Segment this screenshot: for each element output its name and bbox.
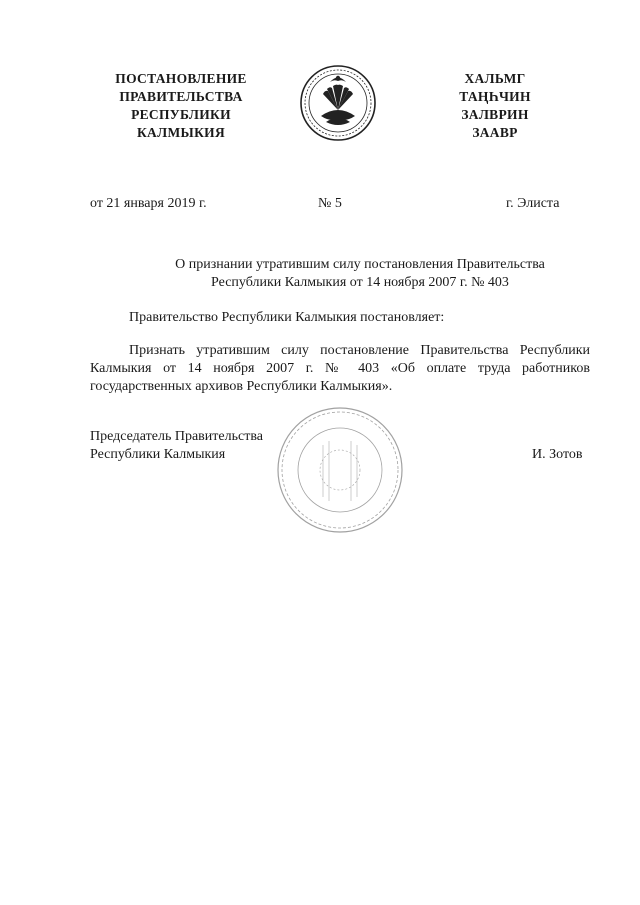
signatory-title [90, 428, 290, 464]
title-line: Республики Калмыкия от 14 ноября 2007 г. № 403 [211, 275, 509, 290]
title-line: О признании утратившим силу постановления Правительства [175, 257, 545, 272]
document-date: от 21 января 2019 г. [90, 196, 207, 211]
document-city: г. Элиста [506, 196, 560, 211]
signatory-name: И. Зотов [532, 447, 583, 462]
signatory-title-line: Республики Калмыкия [90, 447, 226, 462]
signatory-title-line: Председатель Правительства [90, 429, 263, 444]
header-left-line: КАЛМЫКИЯ [136, 125, 226, 140]
header-left-line: ПРАВИТЕЛЬСТВА [119, 89, 243, 104]
document-title [140, 256, 580, 292]
document-number: № 5 [318, 196, 342, 211]
kalmykia-coat-of-arms-icon [299, 64, 377, 142]
header-left-line: ПОСТАНОВЛЕНИЕ [115, 71, 247, 86]
header-right-line: ЗААВР [472, 125, 518, 140]
header-right-title [445, 70, 545, 142]
preamble: Правительство Республики Калмыкия постановляет: [129, 310, 445, 325]
header-left-line: РЕСПУБЛИКИ [131, 107, 231, 122]
body-paragraph: Признать утратившим силу постановление Правительства Республики Калмыкия от 14 ноября 2007 г. № 403 «Об оплате труда работников государственных архивов Республики Калмыкия». [90, 343, 590, 394]
header-right-line: ТАҢҺЧИН [459, 89, 531, 104]
header-right-line: ХАЛЬМГ [464, 71, 526, 86]
header-left-title [96, 70, 266, 142]
official-seal-icon [275, 405, 405, 535]
header-right-line: ЗАЛВРИН [461, 107, 529, 122]
